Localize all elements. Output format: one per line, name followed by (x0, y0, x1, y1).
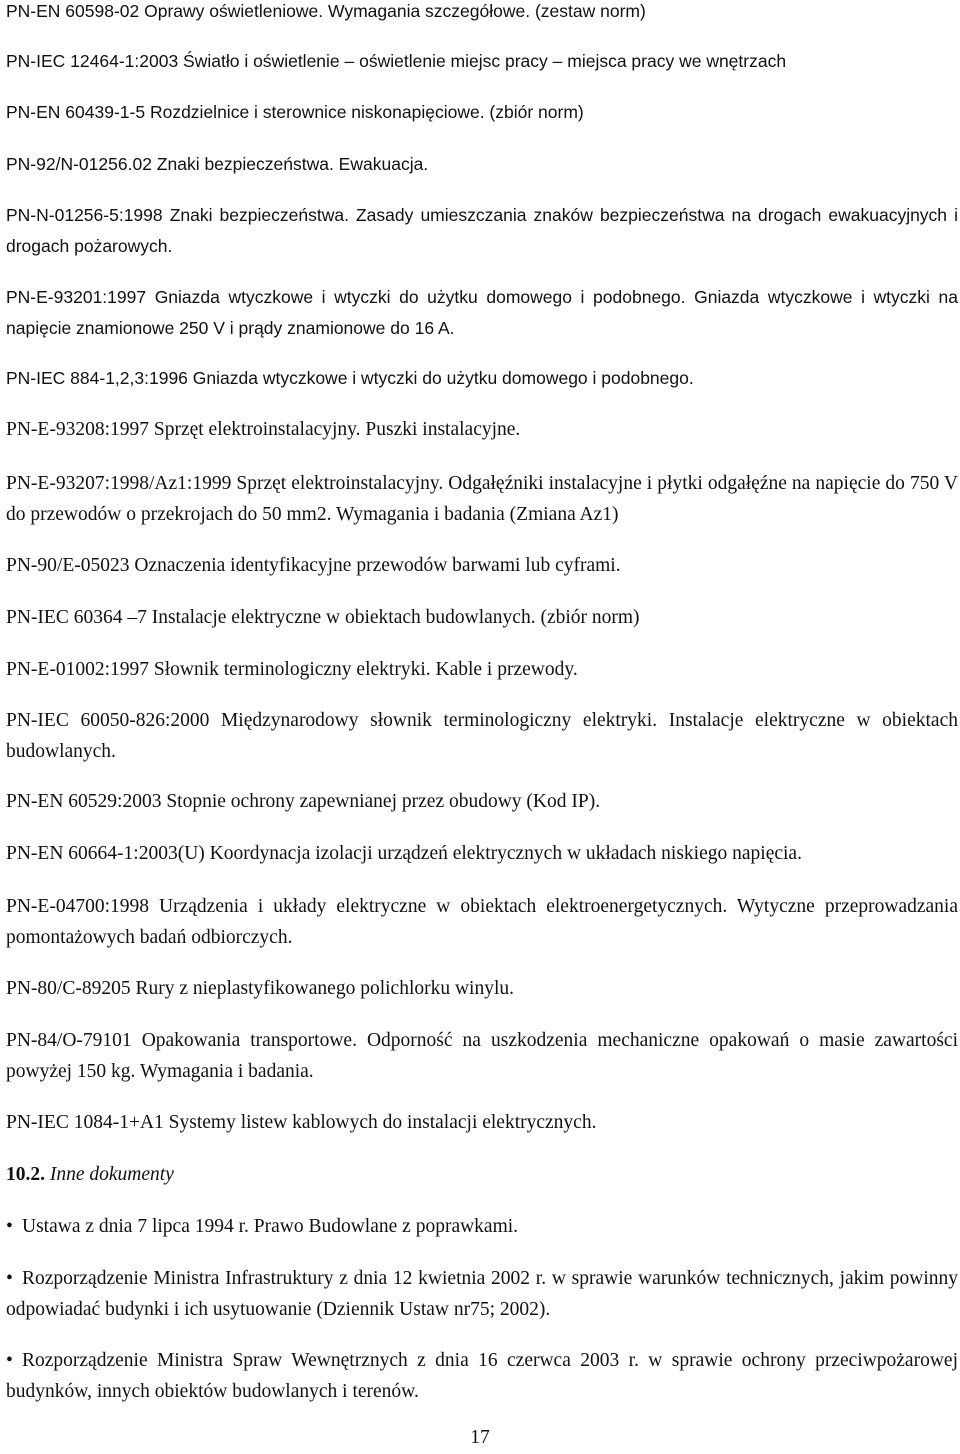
bullet-icon: • (6, 1216, 13, 1237)
standard-item: PN-E-93207:1998/Az1:1999 Sprzęt elektroinstalacyjny. Odgałęźniki instalacyjne i płytki odgałęźne na napięcie do 750 V do przewodów o przekrojach do 50 mm2. Wymagania i badania (Zmiana Az1) (6, 473, 958, 525)
document-item (6, 1263, 958, 1325)
standard-item: PN-80/C-89205 Rury z nieplastyfikowanego polichlorku winylu. (6, 978, 515, 999)
standard-item: PN-IEC 60364 –7 Instalacje elektryczne w obiektach budowlanych. (zbiór norm) (6, 607, 640, 628)
standard-item: PN-IEC 1084-1+A1 Systemy listew kablowych do instalacji elektrycznych. (6, 1112, 597, 1133)
document-item-text: Ustawa z dnia 7 lipca 1994 r. Prawo Budowlane z poprawkami. (22, 1216, 519, 1237)
standard-item: PN-90/E-05023 Oznaczenia identyfikacyjne przewodów barwami lub cyframi. (6, 555, 621, 576)
bullet-icon: • (6, 1268, 13, 1289)
bullet-icon: • (6, 1350, 13, 1371)
standard-item: PN-E-93201:1997 Gniazda wtyczkowe i wtyczki do użytku domowego i podobnego. Gniazda wtyczkowe i wtyczki na napięcie znamionowe 250 V i prądy znamionowe do 16 A. (6, 287, 958, 338)
standard-item: PN-E-01002:1997 Słownik terminologiczny elektryki. Kable i przewody. (6, 659, 578, 680)
section-title: Inne dokumenty (49, 1164, 174, 1185)
section-number: 10.2. (6, 1164, 45, 1185)
standard-item: PN-EN 60439-1-5 Rozdzielnice i sterownice niskonapięciowe. (zbiór norm) (6, 102, 584, 122)
standard-item: PN-92/N-01256.02 Znaki bezpieczeństwa. Ewakuacja. (6, 154, 429, 174)
standard-item: PN-E-93208:1997 Sprzęt elektroinstalacyjny. Puszki instalacyjne. (6, 419, 521, 440)
section-heading (6, 1159, 174, 1190)
standard-item: PN-EN 60598-02 Oprawy oświetleniowe. Wymagania szczegółowe. (zestaw norm) (6, 1, 646, 21)
standard-item: PN-EN 60529:2003 Stopnie ochrony zapewnianej przez obudowy (Kod IP). (6, 791, 601, 812)
standard-item: PN-84/O-79101 Opakowania transportowe. Odporność na uszkodzenia mechaniczne opakowań o masie zawartości powyżej 150 kg. Wymagania i badania. (6, 1030, 958, 1082)
standard-item: PN-EN 60664-1:2003(U) Koordynacja izolacji urządzeń elektrycznych w układach niskiego napięcia. (6, 843, 802, 864)
standard-item: PN-IEC 884-1,2,3:1996 Gniazda wtyczkowe i wtyczki do użytku domowego i podobnego. (6, 368, 694, 388)
standard-item: PN-IEC 12464-1:2003 Światło i oświetlenie – oświetlenie miejsc pracy – miejsca pracy we wnętrzach (6, 51, 787, 71)
standard-item: PN-IEC 60050-826:2000 Międzynarodowy słownik terminologiczny elektryki. Instalacje elektryczne w obiektach budowlanych. (6, 710, 958, 762)
document-item-text: Rozporządzenie Ministra Spraw Wewnętrznych z dnia 16 czerwca 2003 r. w sprawie ochrony przeciwpożarowej budynków, innych obiektów budowlanych i terenów. (6, 1350, 958, 1402)
document-item-text: Rozporządzenie Ministra Infrastruktury z dnia 12 kwietnia 2002 r. w sprawie warunków technicznych, jakim powinny odpowiadać budynki i ich usytuowanie (Dziennik Ustaw nr75; 2002). (6, 1268, 958, 1320)
standard-item: PN-N-01256-5:1998 Znaki bezpieczeństwa. Zasady umieszczania znaków bezpieczeństwa na drogach ewakuacyjnych i drogach pożarowych. (6, 205, 958, 256)
document-item (6, 1345, 958, 1407)
page-number: 17 (470, 1427, 490, 1448)
standard-item: PN-E-04700:1998 Urządzenia i układy elektryczne w obiektach elektroenergetycznych. Wytyczne przeprowadzania pomontażowych badań odbiorczych. (6, 896, 958, 948)
document-item (6, 1211, 958, 1242)
